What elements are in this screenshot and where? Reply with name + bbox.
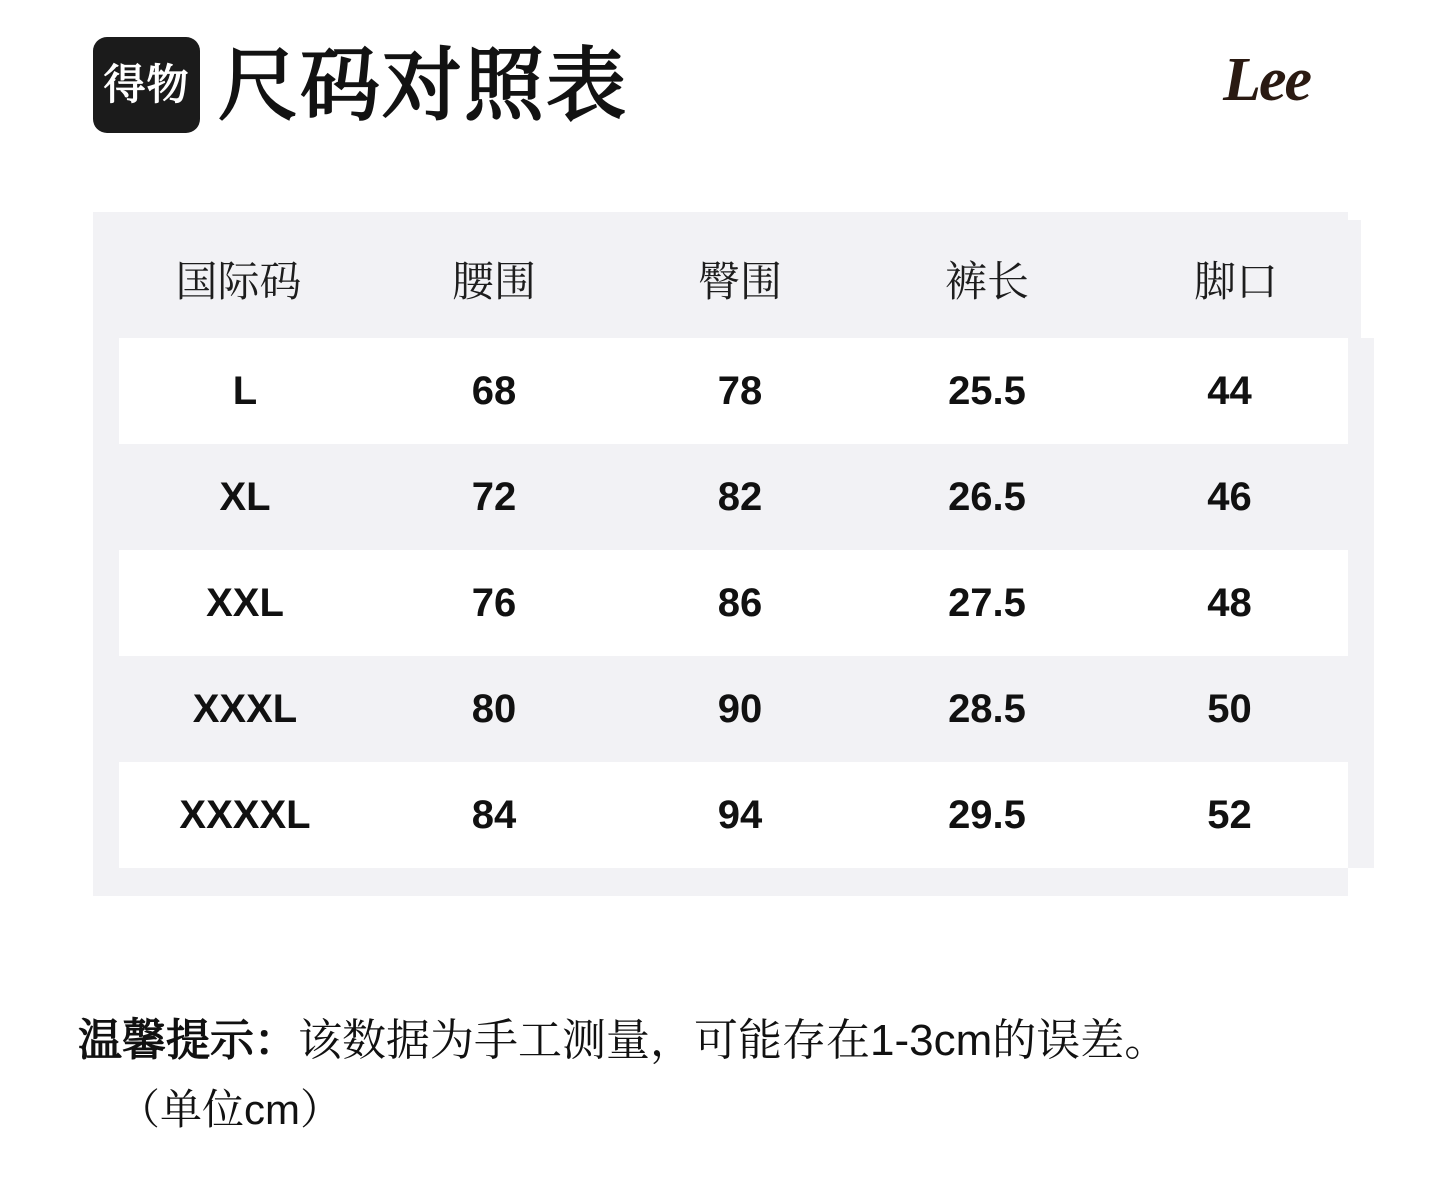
table-row (106, 762, 1361, 868)
measurement-note (78, 1006, 1378, 1076)
cell-size: L (106, 338, 371, 444)
dewu-badge (93, 37, 200, 133)
cell-leg-opening: 48 (1111, 550, 1361, 656)
note-label: 温馨提示： (78, 1016, 298, 1065)
column-header-waist: 腰围 (371, 220, 617, 338)
cell-leg-opening: 50 (1111, 656, 1361, 762)
cell-hip: 86 (617, 550, 863, 656)
column-header-pant-length: 裤长 (863, 220, 1111, 338)
cell-pant-length: 28.5 (863, 656, 1111, 762)
cell-pant-length: 29.5 (863, 762, 1111, 868)
cell-size: XXL (106, 550, 371, 656)
page-header (0, 0, 1440, 190)
cell-size: XXXL (106, 656, 371, 762)
page-title: 尺码对照表 (218, 41, 628, 130)
cell-leg-opening: 52 (1111, 762, 1361, 868)
table-header-row (106, 220, 1361, 338)
note-body: 该数据为手工测量，可能存在1-3cm的误差。 (298, 1016, 1169, 1065)
cell-waist: 72 (371, 444, 617, 550)
column-header-leg-opening: 脚口 (1111, 220, 1361, 338)
table-row (106, 338, 1361, 444)
table-top-spacer (93, 212, 1348, 220)
cell-pant-length: 27.5 (863, 550, 1111, 656)
lee-logo-label: Lee (1223, 46, 1310, 114)
column-header-international-size: 国际码 (106, 220, 371, 338)
dewu-badge-label: 得物 (103, 61, 190, 108)
cell-waist: 80 (371, 656, 617, 762)
cell-waist: 68 (371, 338, 617, 444)
cell-waist: 76 (371, 550, 617, 656)
table-row (106, 444, 1361, 550)
lee-logo (1170, 44, 1310, 116)
table-row (106, 656, 1361, 762)
cell-leg-opening: 46 (1111, 444, 1361, 550)
cell-hip: 94 (617, 762, 863, 868)
table-row (106, 550, 1361, 656)
column-header-hip: 臀围 (617, 220, 863, 338)
cell-hip: 82 (617, 444, 863, 550)
cell-waist: 84 (371, 762, 617, 868)
cell-hip: 78 (617, 338, 863, 444)
note-unit: （单位cm） (118, 1086, 342, 1133)
table-bottom-spacer (93, 868, 1348, 896)
cell-hip: 90 (617, 656, 863, 762)
size-table-container (93, 212, 1348, 896)
cell-size: XL (106, 444, 371, 550)
cell-pant-length: 25.5 (863, 338, 1111, 444)
size-table (93, 220, 1374, 868)
cell-size: XXXXL (106, 762, 371, 868)
cell-leg-opening: 44 (1111, 338, 1361, 444)
cell-pant-length: 26.5 (863, 444, 1111, 550)
